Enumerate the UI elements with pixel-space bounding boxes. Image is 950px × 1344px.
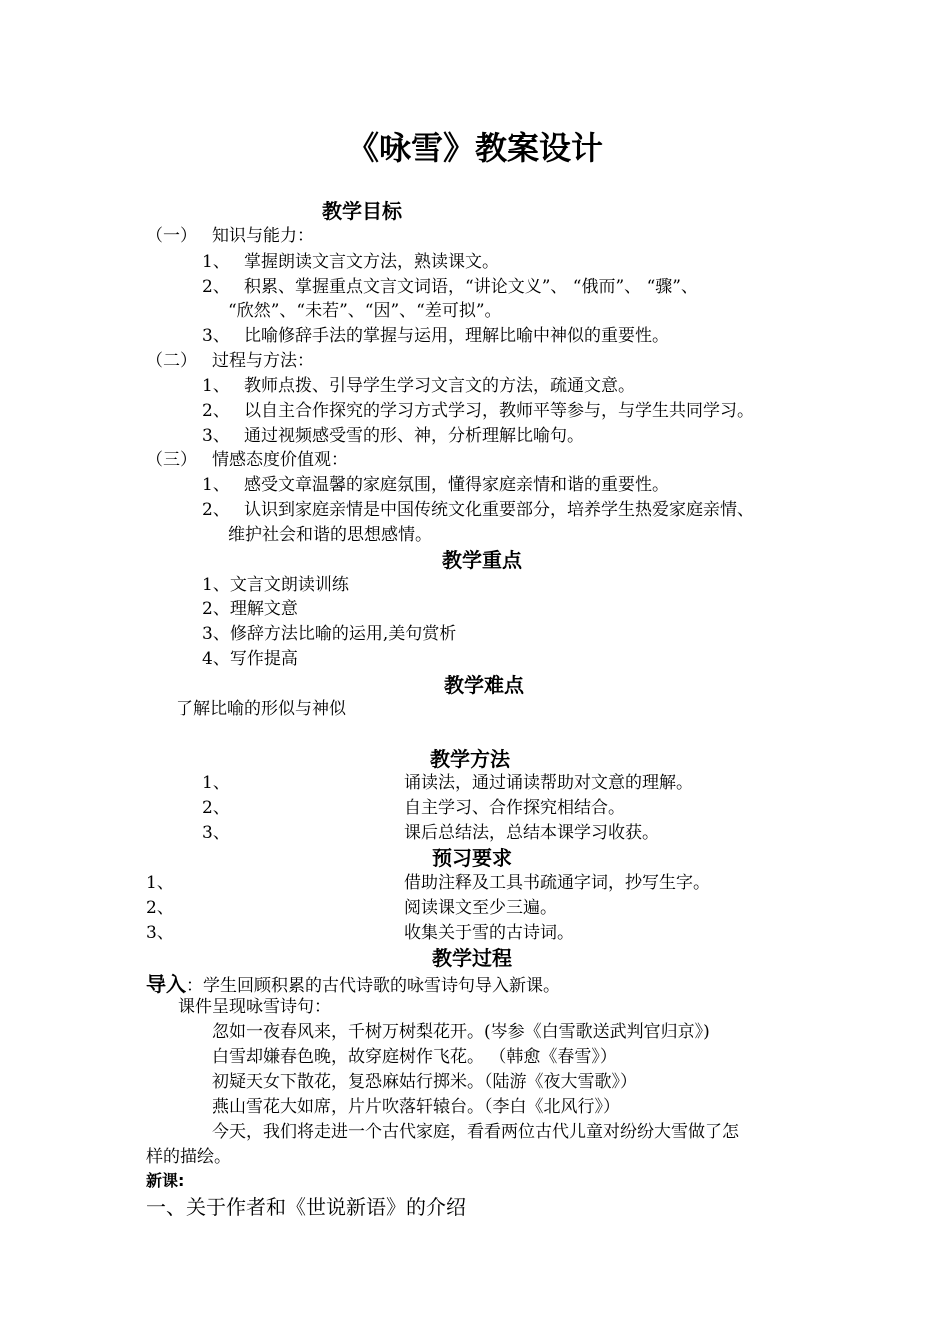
- difficulty-text: 了解比喻的形似与神似: [176, 699, 346, 719]
- goals-heading: 教学目标: [322, 199, 402, 223]
- list-number: 1、: [202, 773, 230, 793]
- section-label: （三）: [146, 450, 197, 470]
- list-number: 3、: [202, 823, 230, 843]
- section-label: （二）: [146, 351, 197, 371]
- section-title: 情感态度价值观：: [212, 450, 348, 470]
- intro-label: 导入: [146, 972, 186, 996]
- list-item: 认识到家庭亲情是中国传统文化重要部分，培养学生热爱家庭亲情、: [244, 500, 754, 520]
- list-item-continued: 维护社会和谐的思想感情。: [228, 525, 432, 545]
- list-item: 4、写作提高: [202, 649, 298, 669]
- list-number: 1、: [202, 376, 230, 396]
- list-number: 1、: [146, 873, 174, 893]
- list-number: 2、: [202, 277, 230, 297]
- preview-heading: 预习要求: [432, 846, 512, 870]
- list-item: 诵读法，通过诵读帮助对文意的理解。: [404, 773, 693, 793]
- list-item: 通过视频感受雪的形、神，分析理解比喻句。: [244, 426, 584, 446]
- list-item: 比喻修辞手法的掌握与运用，理解比喻中神似的重要性。: [244, 326, 669, 346]
- list-item: 3、修辞方法比喻的运用,美句赏析: [202, 624, 457, 644]
- list-item: 掌握朗读文言文方法，熟读课文。: [244, 252, 499, 272]
- list-item: 1、文言文朗读训练: [202, 575, 349, 595]
- list-number: 3、: [202, 426, 230, 446]
- list-item: 感受文章温馨的家庭氛围，懂得家庭亲情和谐的重要性。: [244, 475, 669, 495]
- list-item: 收集关于雪的古诗词。: [404, 923, 574, 943]
- list-item: 借助注释及工具书疏通字词，抄写生字。: [404, 873, 710, 893]
- difficulty-heading: 教学难点: [444, 673, 524, 697]
- list-number: 2、: [202, 500, 230, 520]
- paragraph-line: 今天，我们将走进一个古代家庭，看看两位古代儿童对纷纷大雪做了怎: [212, 1122, 739, 1142]
- section-title: 过程与方法：: [212, 351, 314, 371]
- new-lesson-label: 新课:: [146, 1171, 185, 1190]
- poem-line: 燕山雪花大如席，片片吹落轩辕台。（李白《北风行》）: [212, 1097, 620, 1117]
- document-title: 《咏雪》教案设计: [346, 129, 603, 167]
- list-item: 阅读课文至少三遍。: [404, 898, 557, 918]
- section-heading: 一、关于作者和《世说新语》的介绍: [146, 1195, 466, 1219]
- paragraph-line-continued: 样的描绘。: [146, 1147, 231, 1167]
- key-points-heading: 教学重点: [442, 548, 522, 572]
- list-item: 教师点拨、引导学生学习文言文的方法，疏通文意。: [244, 376, 635, 396]
- methods-heading: 教学方法: [430, 747, 510, 771]
- intro-text: ：学生回顾积累的古代诗歌的咏雪诗句导入新课。: [186, 976, 560, 996]
- list-item: 自主学习、合作探究相结合。: [404, 798, 625, 818]
- list-number: 3、: [202, 326, 230, 346]
- intro-line: [146, 971, 560, 999]
- poem-line: 初疑天女下散花，复恐麻姑行掷米。（陆游《夜大雪歌》）: [212, 1072, 637, 1092]
- list-number: 1、: [202, 252, 230, 272]
- list-number: 1、: [202, 475, 230, 495]
- poem-line: 白雪却嫌春色晚，故穿庭树作飞花。 （韩愈《春雪》）: [212, 1047, 617, 1067]
- list-item: 积累、掌握重点文言文词语，“讲论文义”、 “俄而”、 “骤”、: [244, 277, 698, 297]
- section-title: 知识与能力：: [212, 226, 314, 246]
- list-item-continued: “欣然”、“未若”、“因”、“差可拟”。: [228, 301, 502, 321]
- process-heading: 教学过程: [432, 946, 512, 970]
- list-number: 2、: [202, 401, 230, 421]
- list-number: 2、: [202, 798, 230, 818]
- section-label: （一）: [146, 226, 197, 246]
- list-number: 3、: [146, 923, 174, 943]
- poem-line: 忽如一夜春风来，千树万树梨花开。(岑参《白雪歌送武判官归京》): [212, 1022, 710, 1042]
- list-item: 以自主合作探究的学习方式学习，教师平等参与，与学生共同学习。: [244, 401, 754, 421]
- list-item: 课后总结法，总结本课学习收获。: [404, 823, 659, 843]
- courseware-text: 课件呈现咏雪诗句：: [178, 997, 331, 1017]
- list-item: 2、理解文意: [202, 599, 298, 619]
- list-number: 2、: [146, 898, 174, 918]
